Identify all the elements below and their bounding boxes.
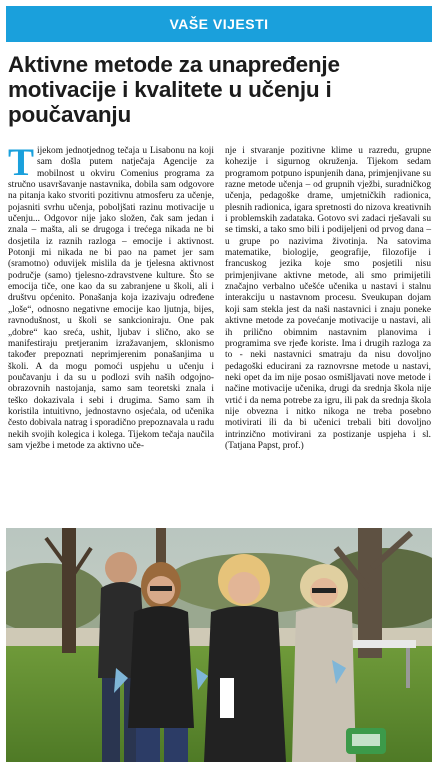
article-column-right [225, 146, 431, 452]
right-column-text: nje i stvaranje pozitivne klime u razredu, grupne kohezije i sigurnog okruženja. Tijekom sedam programom potpuno ispunjenih dana, primjenjivane su razne metode učenja – od grupnih vježbi, suradničkog učenja, pedagoške drame, umjetničkih radionica, plesnih radionica, igara spretnosti do nizova kreativnih i problemskih zadataka. Gotovo svi zadaci rješavali su se timski, a tako smo bili i podijeljeni od prvog dana – u grupe po nazivima životinja. Na satovima matematike, biologije, geografije, filozofije i francuskog jezika koje smo posjetili nisu primjenjivane aktivne metode, ali smo primijetili značajno verbalno učešće učenika u nastavi i stalnu interakciju u nastavnom procesu. Sveukupan dojam koji sam stekla jest da naši nastavnici i znaju poneke aktivne metode za povećanje motivacije u nastavi, ali ih prilično obimnim nastavnim planovima i programima sve rjeđe koriste. Ima i drugih razloga za to - neki nastavnici smatraju da nisu dovoljno pedagoški educirani za raznovrsne metode u nastavi, neki opet da im nije posao osmišljavati nove metode i načine motivacije učenika, drugi da srednja škola nije vrtić i da nema potrebe za igru, ili pak da srednja škola nije obvezna i nitko nikoga ne treba posebno motivirati ili da bi učenici trebali biti dovoljno intrinzično motivirani za postizanje uspjeha i sl. (Tatjana Papst, prof.) [225, 146, 431, 451]
section-header-bar [6, 6, 432, 42]
article-photo [6, 528, 432, 762]
article-headline: Aktivne metode za unapređenje motivacije i kvalitete u učenju i poučavanju [8, 52, 340, 127]
section-title: VAŠE VIJESTI [169, 16, 269, 32]
article-column-left [8, 141, 214, 452]
left-column-text: ijekom jednotjednog tečaja u Lisabonu na koji sam došla putem natječaja Agencije za mobilnost u okviru Comenius programa za stručno usavršavanje nastavnika, dobila sam odgovore na pitanja kako stvoriti pozitivnu atmosferu za učenje, pojasniti svrhu učenja, poboljšati razinu motivacije u učenju... Odgovor nije jako složen, čak sam jedan i znala – mašta, ali se drugoga i trećega nikada ne bi dosjetila iz raznih razloga – emocije i aktivnost. Potonji mi nikada ne bi pao na pamet jer sam (sramotno) oduvijek mislila da je tjelesna aktivnost područje (samo) tjelesno-zdravstvene kulture. Što se emocija tiče, one kao da su zabranjene u školi, ali i društvu općenito. Ponašanja koja izazivaju određene „loše“, odnosno negativne emocije kao ljutnja, bijes, ravnodušnost, u školi se sankcioniraju. One pak „dobre“ kao sreća, ushit, ljubav i slično, ako se manifestiraju pretjeranim izražavanjem, sklonismo također prepoznati neprimjerenim ponašanjima u školi. A da mogu pomoći uspjehu u učenju i poučavanju i da su u podlozi svih naših odgojno-obrazovnih nastojanja, samo sam teoretski znala i teško dokazivala i sebi i drugima. Samo sam ih koristila intuitivno, jednostavno osjećala, od učenika često dobivala natrag i sporadično prepoznavala u radu nekih svojih kolegica i kolega. Tijekom tečaja naučila sam vježbe i metode za aktivno uče- [8, 146, 214, 451]
drop-cap: T [8, 141, 35, 184]
